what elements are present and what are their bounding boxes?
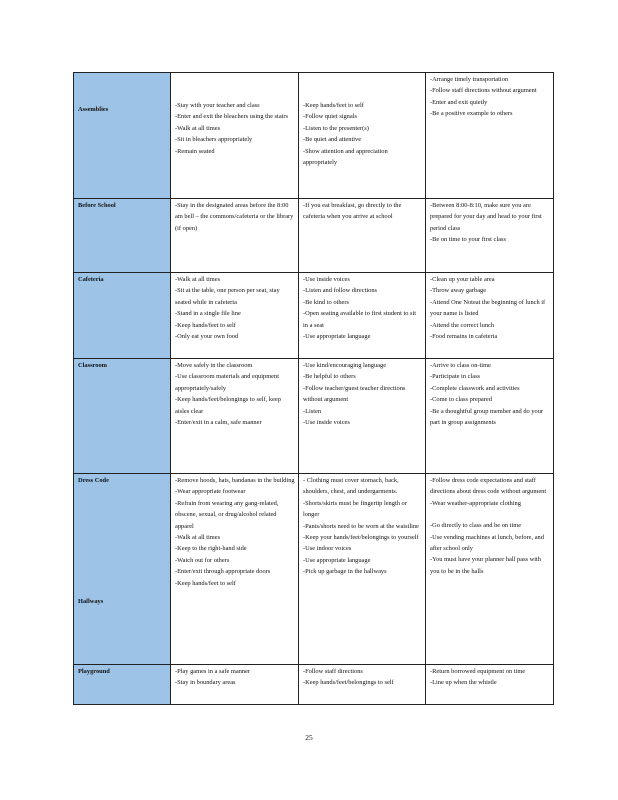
expectation-cell xyxy=(299,199,426,273)
expectation-cell xyxy=(426,73,554,199)
page-number: 25 xyxy=(305,733,313,742)
row-label: Dress Code xyxy=(78,477,109,484)
expectation-cell xyxy=(171,665,299,705)
expectation-item: -Open seating available to first student to sit in a seat xyxy=(303,310,417,329)
expectation-item: -Be kind to others xyxy=(303,298,349,306)
row-label-cell xyxy=(74,199,171,273)
expectation-item: -Use appropriate language xyxy=(303,556,371,564)
expectation-item: -Use appropriate language xyxy=(303,333,371,341)
expectation-item: -Listen to the presenter(s) xyxy=(303,124,369,132)
expectation-item: -Wear weather-appropriate clothing xyxy=(430,499,521,507)
row-label: Playground xyxy=(78,668,110,675)
row-label-cell xyxy=(74,359,171,474)
expectation-item: -Throw away garbage xyxy=(430,287,487,295)
expectation-item: -Pick up garbage in the hallways xyxy=(303,568,387,576)
expectation-item: -Arrange timely transportation xyxy=(430,76,509,83)
expectation-cell xyxy=(171,73,299,199)
expectation-item: -Between 8:00-8:10, make sure you are prepared for your day and head to your first period class xyxy=(430,202,542,232)
expectation-item: -Keep hands/feet to self xyxy=(175,321,236,329)
expectation-cell xyxy=(171,273,299,359)
expectation-cell xyxy=(299,665,426,705)
expectation-item: -Attend One Noteat the beginning of lunch if your name is listed xyxy=(430,298,546,318)
expectation-item: -Use indoor voices xyxy=(303,545,352,553)
expectation-cell xyxy=(426,199,554,273)
row-label: Before School xyxy=(78,202,116,209)
expectation-item: -Complete classwork and activities xyxy=(430,384,520,392)
expectation-item: -Keep to the right-hand side xyxy=(175,545,247,553)
expectation-cell xyxy=(426,273,554,359)
expectation-cell xyxy=(426,665,554,705)
expectation-item: -Listen xyxy=(303,407,322,415)
expectation-cell xyxy=(299,474,426,665)
expectation-item: -Stay in the designated areas before the 8:00 am bell – the commons/cafeteria or the library (if open) xyxy=(175,202,294,232)
expectation-item: -Clean up your table area xyxy=(430,276,495,283)
expectation-cell xyxy=(299,273,426,359)
expectation-cell xyxy=(171,359,299,474)
spacer xyxy=(430,509,550,520)
expectation-item: -Be on time to your first class xyxy=(430,236,506,244)
row-label-cell xyxy=(74,273,171,359)
expectation-item: -Keep hands/feet to self xyxy=(303,102,364,109)
expectation-item: -Go directly to class and be on time xyxy=(430,522,522,530)
expectation-item: -Come to class prepared xyxy=(430,396,492,404)
row-label: Cafeteria xyxy=(78,276,104,283)
expectation-item: -Enter and exit quietly xyxy=(430,98,488,106)
row-label-secondary: Hallways xyxy=(78,598,104,606)
row-label-cell xyxy=(74,665,171,705)
table-row xyxy=(74,474,554,665)
expectation-item: -Line up when the whistle xyxy=(430,679,497,687)
expectation-item: -Walk at all times xyxy=(175,534,221,542)
row-label: Assemblies xyxy=(78,106,109,113)
expectation-item: - Clothing must cover stomach, back, shoulders, chest, and undergarments. xyxy=(303,477,399,496)
expectation-item: -Walk at all times xyxy=(175,124,221,132)
expectation-item: -Enter/exit through appropriate doors xyxy=(175,568,271,576)
expectation-item: -Arrive to class on-time xyxy=(430,362,491,369)
behavior-expectations-table xyxy=(73,72,554,705)
expectation-cell xyxy=(299,73,426,199)
expectation-item: -Enter/exit in a calm, safe manner xyxy=(175,419,262,427)
expectation-item: -Stay in boundary areas xyxy=(175,679,236,687)
table-row xyxy=(74,665,554,705)
expectation-item: -Show attention and appreciation appropriately xyxy=(303,147,388,167)
table-row xyxy=(74,359,554,474)
expectation-item: -Walk at all times xyxy=(175,276,221,283)
expectation-cell xyxy=(299,359,426,474)
expectation-item: -Pants/shorts need to be worn at the waistline xyxy=(303,522,419,530)
expectation-item: -Stay with your teacher and class xyxy=(175,102,260,109)
expectation-item: -Follow quiet signals xyxy=(303,113,357,121)
expectation-item: -Be quiet and attentive xyxy=(303,136,362,144)
expectation-item: -Refrain from wearing any gang-related, obscene, sexual, or drug/alcohol related apparel xyxy=(175,499,279,530)
expectation-cell xyxy=(426,359,554,474)
expectation-item: -Follow staff directions without argument xyxy=(430,87,537,95)
expectation-item: -Food remains in cafeteria xyxy=(430,333,498,341)
expectation-item: -Keep hands/feet/belongings to self, keep aisles clear xyxy=(175,396,281,415)
expectation-item: -Use inside voices xyxy=(303,276,350,283)
expectation-item: -Be a positive example to others xyxy=(430,110,513,118)
table-row xyxy=(74,199,554,273)
expectation-item: -You must have your planner hall pass with you to be in the halls xyxy=(430,556,541,575)
table-row xyxy=(74,273,554,359)
expectation-item: -Stand in a single file line xyxy=(175,310,241,318)
expectation-cell xyxy=(426,474,554,665)
row-label-cell xyxy=(74,474,171,665)
expectation-item: -Attend the correct lunch xyxy=(430,321,495,329)
expectation-item: -Return borrowed equipment on time xyxy=(430,668,526,675)
expectation-item: -Follow dress code expectations and staff directions about dress code without argument xyxy=(430,477,547,496)
expectation-item: -Participate in class xyxy=(430,373,481,381)
expectation-item: -Use kind/encouraging language xyxy=(303,362,387,369)
table-row xyxy=(74,73,554,199)
expectation-item: -Follow staff directions xyxy=(303,668,363,675)
expectation-item: -Shorts/skirts must be fingertip length or longer xyxy=(303,499,407,519)
expectation-item: -Sit in bleachers appropriately xyxy=(175,136,253,144)
expectation-item: -Use inside voices xyxy=(303,419,350,427)
expectation-cell xyxy=(171,474,299,665)
expectation-item: -If you eat breakfast, go directly to the cafeteria when you arrive at school xyxy=(303,202,402,221)
expectation-item: -Play games in a safe manner xyxy=(175,668,251,675)
expectation-item: -Wear appropriate footwear xyxy=(175,488,246,496)
row-label-cell xyxy=(74,73,171,199)
expectation-item: -Keep hands/feet/belongings to self xyxy=(303,679,394,687)
expectation-cell xyxy=(171,199,299,273)
expectation-item: -Keep hands/feet to self xyxy=(175,579,236,587)
expectation-item: -Remove hoods, hats, bandanas in the building xyxy=(175,477,295,484)
row-label: Classroom xyxy=(78,362,107,369)
expectation-item: -Remain seated xyxy=(175,147,215,155)
expectation-item: -Use vending machines at lunch, before, and after school only xyxy=(430,533,544,553)
expectation-item: -Enter and exit the bleachers using the stairs xyxy=(175,113,289,121)
expectation-item: -Be helpful to others xyxy=(303,373,356,381)
expectation-item: -Use classroom materials and equipment appropriately/safely xyxy=(175,373,279,392)
expectation-item: -Listen and follow directions xyxy=(303,287,378,295)
expectation-item: -Follow teacher/guest teacher directions without argument xyxy=(303,384,406,404)
expectation-item: -Move safely in the classroom xyxy=(175,362,253,369)
expectation-item: -Watch out for others xyxy=(175,556,230,564)
expectation-item: -Keep your hands/feet/belongings to yourself xyxy=(303,534,419,542)
expectation-item: -Sit at the table, one person per seat, stay seated while in cafeteria xyxy=(175,287,280,306)
expectation-item: -Only eat your own food xyxy=(175,333,239,341)
expectation-item: -Be a thoughtful group member and do your part in group assignments xyxy=(430,407,544,427)
